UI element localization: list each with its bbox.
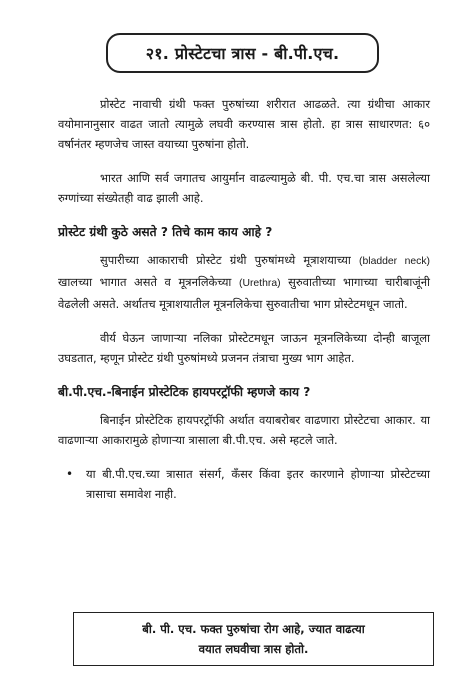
list-item-text: या बी.पी.एच.च्या त्रासात संसर्ग, कँसर किंवा इतर कारणाने होणाऱ्या प्रोस्टेटच्या त्रासाचा समावेश नाही. [86,467,430,501]
location-text-2: खालच्या भागात असते व मूत्रनलिकेच्या [58,275,232,289]
location-paragraph [58,250,430,314]
location-text-3: सुरुवातीच्या भागाच्या चारीबाजूंनी वेढलेली असते. अर्थातच मूत्राशयातील मूत्रनलिकेचा सुरुवातीचा भाग प्रोस्टेटमधून जातो. [58,275,431,311]
list-item [58,464,430,504]
note-line-2: वयात लघवीचा त्रास होतो. [198,642,309,656]
bladder-neck-term: (bladder neck) [359,256,431,267]
bph-definition-paragraph: बिनाईन प्रोस्टेटिक हायपरट्रॉफी अर्थात वयाबरोबर वाढणारा प्रोस्टेटचा आकार. या वाढणाऱ्या आकारामुळे होणाऱ्या त्रासाला बी.पी.एच. असे म्हटले जाते. [58,413,430,447]
note-box [73,612,434,666]
chapter-title-text: २१. प्रोस्टेटचा त्रास - बी.पी.एच. [145,44,340,63]
location-text-1: सुपारीच्या आकाराची प्रोस्टेट ग्रंथी पुरुषांमध्ये मूत्राशयाच्या [100,253,351,267]
function-paragraph: वीर्य घेऊन जाणाऱ्या नलिका प्रोस्टेटमधून जाऊन मूत्रनलिकेच्या दोन्ही बाजूला उघडतात, म्हणून प्रोस्टेट ग्रंथी पुरुषांमध्ये प्रजनन तंत्राचा मुख्य भाग आहेत. [58,331,430,365]
bullet-icon: • [66,467,74,481]
document-body [58,94,430,518]
section-heading-bph: बी.पी.एच.-बिनाईन प्रोस्टेटिक हायपरट्रॉफी म्हणजे काय ? [58,385,311,399]
chapter-title [106,33,379,73]
urethra-term: (Urethra) [238,278,281,289]
note-line-1: बी. पी. एच. फक्त पुरुषांचा रोग आहे, ज्यात वाढत्या [142,622,365,636]
intro-paragraph-2: भारत आणि सर्व जगातच आयुर्मान वाढल्यामुळे बी. पी. एच.चा त्रास असलेल्या रुग्णांच्या संख्येतही वाढ झाली आहे. [58,171,430,205]
section-heading-location: प्रोस्टेट ग्रंथी कुठे असते ? तिचे काम काय आहे ? [58,225,273,239]
intro-paragraph-1: प्रोस्टेट नावाची ग्रंथी फक्त पुरुषांच्या शरीरात आढळते. त्या ग्रंथीचा आकार वयोमानानुसार वाढत जातो त्यामुळे लघवी करण्यास त्रास होतो. हा त्रास साधारणत: ६० वर्षानंतर म्हणजेच जास्त वयाच्या पुरुषांना होतो. [58,97,430,151]
note-text [142,619,365,659]
